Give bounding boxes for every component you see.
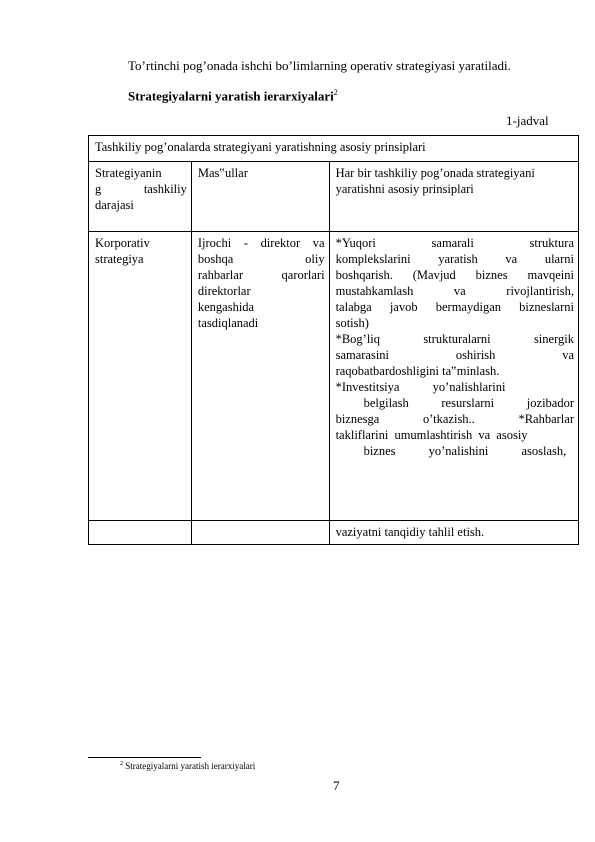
header-responsible: Mas‟ullar	[191, 162, 329, 232]
cell-principles-line: komplekslarini yaratish va ularni	[335, 252, 574, 266]
cell-principles-line: sotish)	[335, 316, 369, 330]
cell-principles-line: talabga javob bermaydigan bizneslarni	[335, 300, 574, 314]
cell-principles-line: biznesga o’tkazish.. *Rahbarlar	[335, 412, 574, 426]
footnote-reference: 2	[333, 88, 338, 97]
header-level-line: g tashkiliy	[95, 182, 187, 196]
cell-responsible-line: Ijrochi - direktor va	[197, 236, 325, 250]
header-level-line: darajasi	[95, 198, 134, 212]
table-number: 1-jadval	[506, 113, 549, 128]
table-title-row	[89, 136, 579, 162]
table-title: Tashkiliy pog’onalarda strategiyani yaratishning asosiy prinsiplari	[89, 136, 579, 162]
cell-principles-line: raqobatbardoshligini ta‟minlash.	[335, 364, 500, 378]
cell-responsible-line: boshqa oliy	[197, 252, 325, 266]
cell-level-line: strategiya	[95, 252, 144, 266]
cell-principles-line: biznes yo’nalishini asoslash,	[363, 444, 567, 458]
cell-level	[89, 232, 192, 521]
section-heading	[128, 88, 338, 104]
table-row	[89, 232, 579, 521]
page-number: 7	[333, 778, 340, 793]
cell-level-empty	[89, 521, 192, 545]
header-level-line: Strategiyanin	[95, 166, 162, 180]
footnote-mark: 2	[120, 761, 123, 767]
cell-principles-line: samarasini oshirish va	[335, 348, 574, 362]
header-principles: Har bir tashkiliy pog’onada strategiyani yaratishni asosiy prinsiplari	[329, 162, 578, 232]
footnote-text: Strategiyalarni yaratish ierarxiyalari	[125, 761, 256, 771]
table-row	[89, 521, 579, 545]
cell-principles-line: boshqarish. (Mavjud biznes mavqeini	[335, 268, 574, 282]
cell-responsible-line: tasdiqlanadi	[197, 316, 259, 330]
cell-level-line: Korporativ	[95, 236, 150, 250]
cell-responsible-line: kengashida	[197, 300, 255, 314]
strategy-principles-table	[88, 135, 579, 545]
cell-principles-line: *Bog’liq strukturalarni sinergik	[335, 332, 574, 346]
intro-paragraph: To’rtinchi pog’onada ishchi bo’limlarning operativ strategiyasi yaratiladi.	[128, 58, 511, 73]
header-level	[89, 162, 192, 232]
cell-responsible	[191, 232, 329, 521]
cell-principles-line: *Investitsiya yo’nalishlarini	[335, 380, 506, 394]
cell-principles-line: belgilash resurslarni jozibador	[363, 396, 574, 410]
cell-principles-line: mustahkamlash va rivojlantirish,	[335, 284, 574, 298]
cell-principles-continued: vaziyatni tanqidiy tahlil etish.	[329, 521, 578, 545]
cell-principles-line: *Yuqori samarali struktura	[335, 236, 574, 250]
table-header-row	[89, 162, 579, 232]
cell-principles-line: takliflarini umumlashtirish va asosiy	[335, 428, 528, 442]
cell-responsible-empty	[191, 521, 329, 545]
cell-principles	[329, 232, 578, 521]
cell-responsible-line: direktorlar	[197, 284, 251, 298]
cell-responsible-line: rahbarlar qarorlari	[197, 268, 325, 282]
footnote	[120, 761, 255, 771]
footnote-separator	[88, 757, 201, 758]
section-heading-text: Strategiyalarni yaratish ierarxiyalari	[128, 88, 334, 104]
